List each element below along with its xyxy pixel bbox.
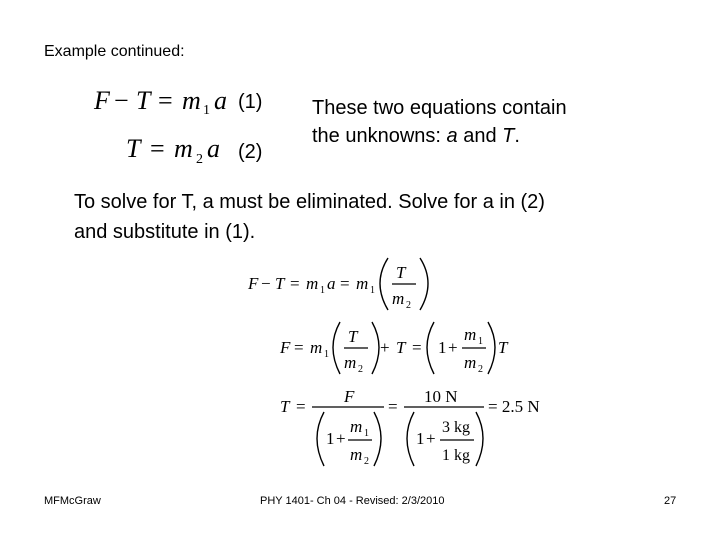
derivation-line-3 [276,380,576,470]
svg-text:1: 1 [320,285,325,296]
svg-text:F: F [248,274,259,293]
svg-text:=: = [388,397,398,416]
svg-text:T: T [396,338,406,357]
svg-text:m: m [174,134,193,163]
derivation-result: = 2.5 N [488,397,540,416]
note-prefix: the unknowns: [312,125,447,147]
svg-text:−: − [114,86,129,115]
footer-author: MFMcGraw [44,495,101,507]
svg-text:m: m [350,445,363,464]
derivation-force-value: 10 N [424,387,458,406]
unknowns-note [312,94,567,150]
svg-text:=: = [290,274,300,293]
svg-text:T: T [280,397,290,416]
svg-text:1: 1 [438,338,447,357]
instruction-line1: To solve for T, a must be eliminated. Solve for a in (2) [74,191,545,213]
svg-text:=: = [412,338,422,357]
svg-text:+: + [336,429,346,448]
footer-course: PHY 1401- Ch 04 - Revised: 2/3/2010 [260,495,445,507]
svg-text:=: = [150,134,165,163]
svg-text:m: m [392,289,405,308]
derivation-line-1 [244,252,444,314]
equation-2-label: (2) [238,141,263,163]
svg-text:m: m [182,86,201,115]
svg-text:F: F [94,86,110,115]
svg-text:1: 1 [203,103,210,118]
svg-text:1: 1 [416,429,425,448]
equation-1-label: (1) [238,91,263,113]
slide-heading: Example continued: [44,43,185,60]
derivation-line-2 [276,316,516,378]
svg-text:2: 2 [196,152,203,167]
svg-text:m: m [356,274,369,293]
instruction-line2: and substitute in (1). [74,221,256,243]
svg-text:m: m [344,353,357,372]
svg-text:=: = [296,397,306,416]
note-period: . [514,125,520,147]
svg-text:1: 1 [324,349,329,360]
svg-text:T: T [396,263,406,282]
instruction-text [74,187,545,247]
svg-text:F: F [344,387,355,406]
svg-text:T: T [136,86,151,115]
svg-text:m: m [306,274,319,293]
svg-text:m: m [464,353,477,372]
svg-text:=: = [158,86,173,115]
svg-text:1: 1 [326,429,335,448]
svg-text:T: T [126,134,141,163]
svg-text:2: 2 [406,300,411,311]
svg-text:a: a [214,86,227,115]
unknowns-note-line1: These two equations contain [312,97,567,119]
svg-text:T: T [275,274,285,293]
svg-text:m: m [350,417,363,436]
svg-text:m: m [310,338,323,357]
svg-text:2: 2 [358,364,363,375]
svg-text:T: T [498,338,508,357]
derivation-mass-2: 1 kg [442,447,470,464]
svg-text:+: + [426,429,436,448]
equation-1 [90,82,240,118]
svg-text:+: + [380,338,390,357]
svg-text:−: − [261,274,271,293]
derivation-mass-1: 3 kg [442,419,470,436]
svg-text:2: 2 [364,456,369,467]
svg-text:T: T [348,327,358,346]
svg-text:1: 1 [478,336,483,347]
svg-text:2: 2 [478,364,483,375]
equation-2 [122,130,242,168]
footer-page-number: 27 [664,495,677,507]
svg-text:+: + [448,338,458,357]
note-var-T: T [502,125,515,147]
svg-text:F: F [280,338,291,357]
svg-text:=: = [340,274,350,293]
svg-text:m: m [464,325,477,344]
svg-text:a: a [207,134,220,163]
note-and: and [457,125,503,147]
svg-text:1: 1 [364,428,369,439]
unknowns-note-line2 [312,122,567,150]
svg-text:=: = [294,338,304,357]
svg-text:1: 1 [370,285,375,296]
note-var-a: a [446,125,458,147]
svg-text:a: a [327,274,336,293]
